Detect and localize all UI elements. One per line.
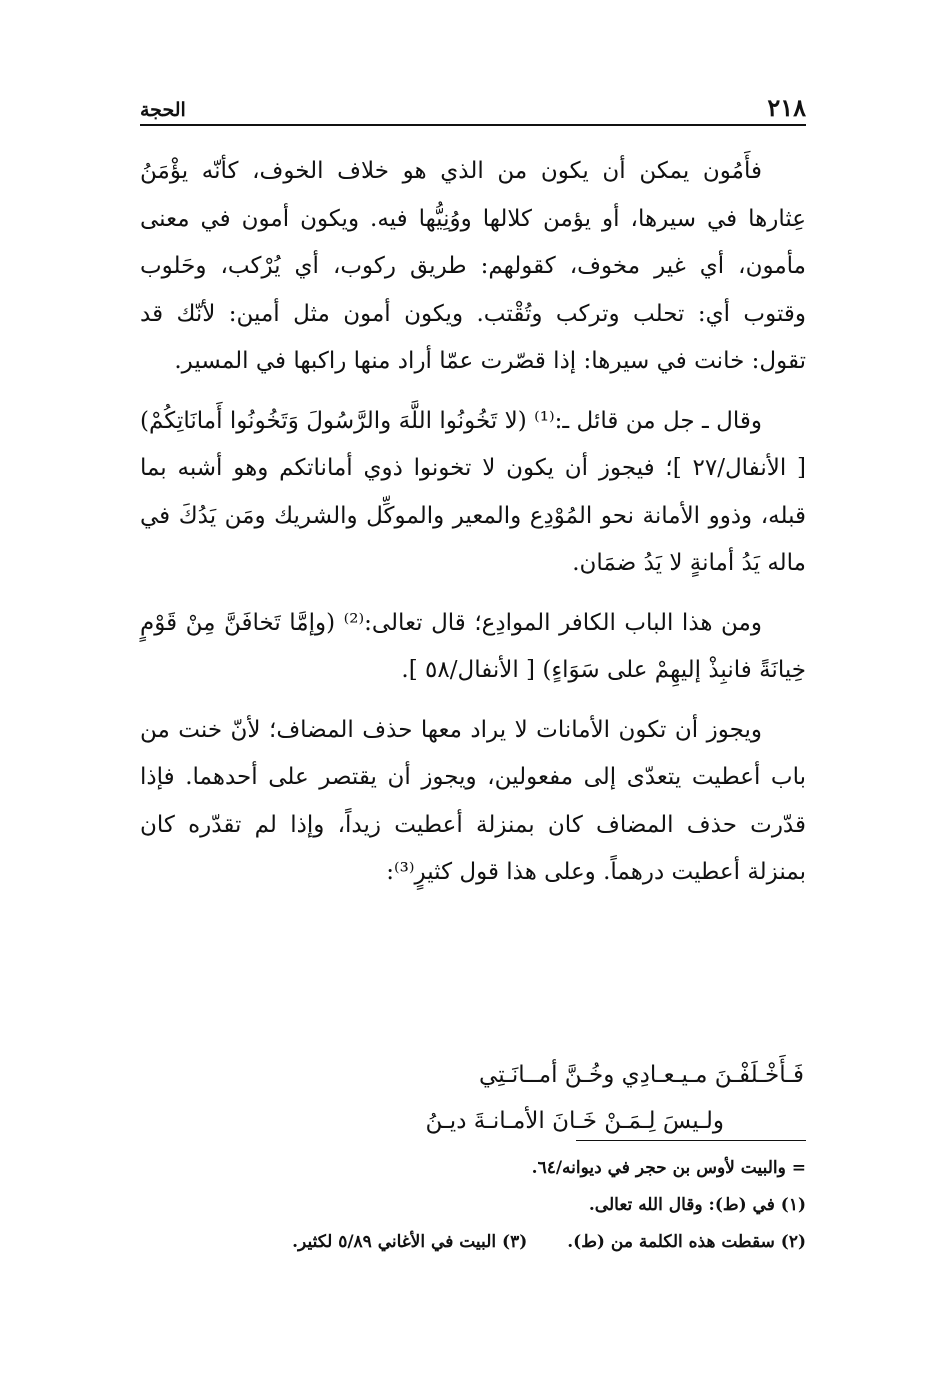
paragraph: ويجوز أن تكون الأمانات لا يراد معها حذف المضاف؛ لأنّ خنت من باب أعطيت يتعدّى إلى مفعولين، ويجوز أن يقتصر على أحدهما. فإذا قدّرت حذف المضاف كان بمنزلة أعطيت زيداً، وإذا لم تقدّره كان بمنزلة أعطيت درهماً. وعلى هذا قول كثيرٍ⁽³⁾:	[140, 716, 806, 885]
running-title: الحجة	[140, 99, 186, 121]
footnote-1: (١) في (ط): وقال الله تعالى.	[588, 1195, 806, 1215]
verse-second-hemistich: ولـيسَ لِـمَـنْ خَـانَ الأمـانـةَ ديـنُ	[425, 1108, 724, 1134]
footnote-continuation: = والبيت لأوس بن حجر في ديوانه/٦٤.	[531, 1158, 806, 1178]
footnote-3: (٣) البيت في الأغاني ٥/٨٩ لكثير.	[292, 1232, 528, 1252]
footnote-2: (٢) سقطت هذه الكلمة من (ط).	[567, 1232, 806, 1252]
poetry-verse	[140, 1052, 806, 1144]
footnotes	[140, 1150, 806, 1261]
page-number: ٢١٨	[767, 93, 806, 122]
verse-first-hemistich: فَـأَخْـلَفْـنَ مـيـعـادِي وخُـنَّ أمــانَـتِي	[479, 1062, 804, 1088]
footnote-divider	[576, 1140, 806, 1141]
paragraph: فأَمُون يمكن أن يكون من الذي هو خلاف الخوف، كأنّه يؤْمَنُ عِثارها في سيرها، أو يؤمن كلالها ووُنِيُّها فيه. ويكون أمون في معنى مأمون، أي غير مخوف، كقولهم: طريق ركوب، أي يُرْكب، وحَلوب وقتوب أي: تحلب وتركب وتُقْتب. ويكون أمون مثل أمين: لأنّك قد تقول: خانت في سيرها: إذا قصّرت عمّا أراد منها راكبها في المسير.	[140, 158, 806, 374]
page-header	[140, 88, 806, 126]
footnote-row	[140, 1224, 806, 1261]
paragraph: وقال ـ جل من قائل ـ:⁽¹⁾ (لا تَخُونُوا اللَّهَ والرَّسُولَ وَتَخُونُوا أَمانَاتِكُمْ) [ الأنفال/٢٧ ]؛ فيجوز أن يكون لا تخونوا ذوي أماناتكم وهو أشبه بما قبله، وذوو الأمانة نحو المُوْدِع والمعير والموكِّل والشريك ومَن يَدُكَ في ماله يَدُ أمانةٍ لا يَدُ ضمَان.	[140, 407, 806, 576]
paragraph: ومن هذا الباب الكافر الموادِع؛ قال تعالى:⁽²⁾ (وإمَّا تَخافَنَّ مِنْ قَوْمٍ خِيانَةً فانبِذْ إليهِمْ على سَوَاءٍ) [ الأنفال/٥٨ ].	[140, 609, 806, 683]
main-text	[140, 148, 806, 909]
